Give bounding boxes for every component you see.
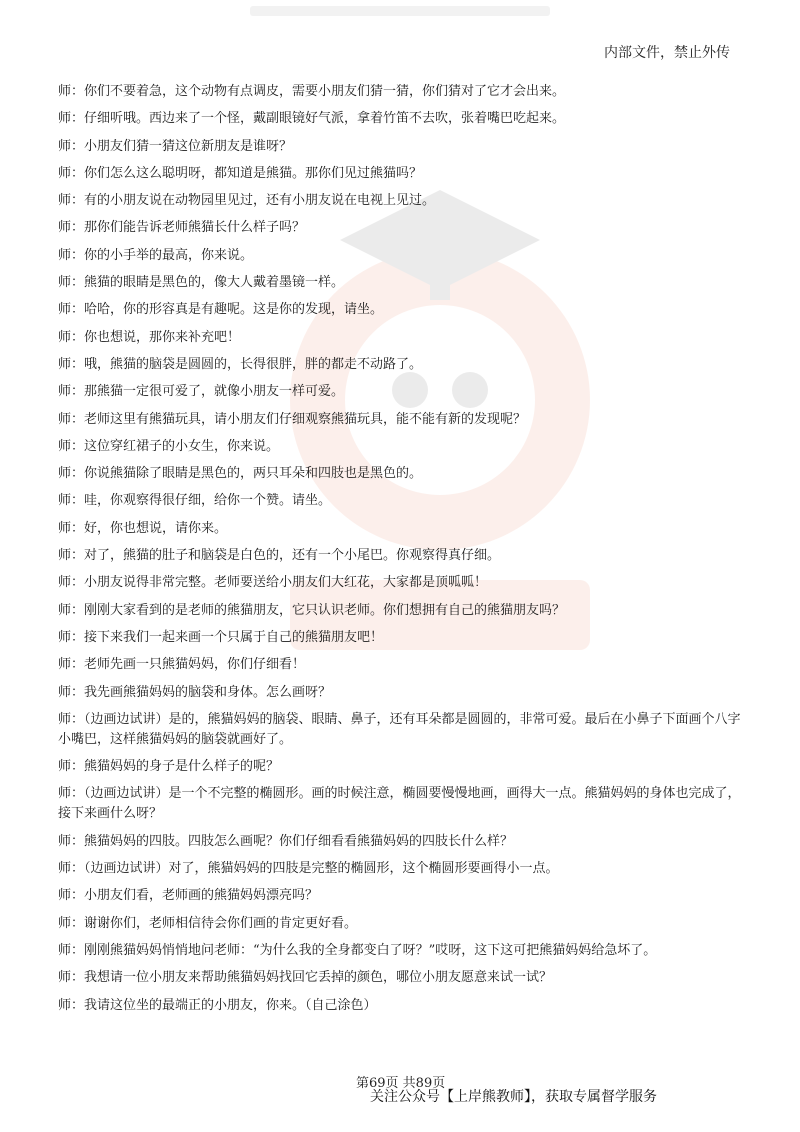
dialogue-line: 师：好，你也想说，请你来。 bbox=[58, 520, 228, 536]
dialogue-line: 师：哇，你观察得很仔细，给你一个赞。请坐。 bbox=[58, 493, 332, 509]
dialogue-line: 师：小朋友们猜一猜这位新朋友是谁呀？ bbox=[58, 138, 293, 154]
dialogue-transcript bbox=[58, 82, 748, 1023]
dialogue-line: 师：这位穿红裙子的小女生，你来说。 bbox=[58, 438, 280, 454]
dialogue-line: 师：老师这里有熊猫玩具，请小朋友们仔细观察熊猫玩具，能不能有新的发现呢？ bbox=[58, 411, 527, 427]
follow-notice: 关注公众号【上岸熊教师】，获取专属督学服务 bbox=[370, 1089, 657, 1105]
dialogue-line: 师：小朋友说得非常完整。老师要送给小朋友们大红花，大家都是顶呱呱！ bbox=[58, 575, 488, 591]
dialogue-line: 师：你说熊猫除了眼睛是黑色的，两只耳朵和四肢也是黑色的。 bbox=[58, 466, 423, 482]
dialogue-line: 师：仔细听哦。西边来了一个怪，戴副眼镜好气派，拿着竹笛不去吹，张着嘴巴吃起来。 bbox=[58, 111, 566, 127]
dialogue-line: 师：熊猫妈妈的四肢。四肢怎么画呢？你们仔细看看熊猫妈妈的四肢长什么样？ bbox=[58, 833, 514, 849]
dialogue-line: 师：哈哈，你的形容真是有趣呢。这是你的发现，请坐。 bbox=[58, 302, 384, 318]
dialogue-line: 师：你们怎么这么聪明呀，都知道是熊猫。那你们见过熊猫吗？ bbox=[58, 165, 423, 181]
dialogue-line: 师：（边画边试讲）是的，熊猫妈妈的脑袋、眼睛、鼻子，还有耳朵都是圆圆的，非常可爱。最后在小鼻子下面画个八字小嘴巴，这样熊猫妈妈的脑袋就画好了。 bbox=[58, 711, 741, 747]
dialogue-line: 师：刚刚熊猫妈妈悄悄地问老师：“为什么我的全身都变白了呀？”哎呀，这下这可把熊猫妈妈给急坏了。 bbox=[58, 942, 657, 958]
dialogue-line: 师：我请这位坐的最端正的小朋友，你来。（自己涂色） bbox=[58, 997, 377, 1013]
dialogue-line: 师：老师先画一只熊猫妈妈，你们仔细看！ bbox=[58, 657, 306, 673]
dialogue-line: 师：那你们能告诉老师熊猫长什么样子吗？ bbox=[58, 220, 306, 236]
dialogue-line: 师：那熊猫一定很可爱了，就像小朋友一样可爱。 bbox=[58, 384, 345, 400]
dialogue-line: 师：你也想说，那你来补充吧！ bbox=[58, 329, 241, 345]
dialogue-line: 师：熊猫的眼睛是黑色的，像大人戴着墨镜一样。 bbox=[58, 275, 345, 291]
dialogue-line: 师：谢谢你们，老师相信待会你们画的肯定更好看。 bbox=[58, 915, 358, 931]
faded-header-text bbox=[250, 6, 550, 16]
dialogue-line: 师：对了，熊猫的肚子和脑袋是白色的，还有一个小尾巴。你观察得真仔细。 bbox=[58, 548, 501, 564]
dialogue-line: 师：哦，熊猫的脑袋是圆圆的，长得很胖，胖的都走不动路了。 bbox=[58, 356, 423, 372]
dialogue-line: 师：接下来我们一起来画一个只属于自己的熊猫朋友吧！ bbox=[58, 629, 384, 645]
dialogue-line: 师：熊猫妈妈的身子是什么样子的呢？ bbox=[58, 759, 280, 775]
dialogue-line: 师：刚刚大家看到的是老师的熊猫朋友，它只认识老师。你们想拥有自己的熊猫朋友吗？ bbox=[58, 602, 566, 618]
dialogue-line: 师：你的小手举的最高，你来说。 bbox=[58, 247, 254, 263]
dialogue-line: 师：（边画边试讲）对了，熊猫妈妈的四肢是完整的椭圆形，这个椭圆形要画得小一点。 bbox=[58, 861, 559, 877]
dialogue-line: 师：（边画边试讲）是一个不完整的椭圆形。画的时候注意，椭圆要慢慢地画，画得大一点。熊猫妈妈的身体也完成了，接下来画什么呀？ bbox=[58, 786, 741, 822]
internal-notice: 内部文件，禁止外传 bbox=[604, 45, 730, 61]
page-number: 第69页 共89页 bbox=[356, 1076, 446, 1091]
dialogue-line: 师：小朋友们看，老师画的熊猫妈妈漂亮吗？ bbox=[58, 888, 319, 904]
dialogue-line: 师：我先画熊猫妈妈的脑袋和身体。怎么画呀？ bbox=[58, 684, 332, 700]
dialogue-line: 师：我想请一位小朋友来帮助熊猫妈妈找回它丢掉的颜色，哪位小朋友愿意来试一试？ bbox=[58, 970, 553, 986]
dialogue-line: 师：你们不要着急，这个动物有点调皮，需要小朋友们猜一猜，你们猜对了它才会出来。 bbox=[58, 84, 566, 99]
dialogue-line: 师：有的小朋友说在动物园里见过，还有小朋友说在电视上见过。 bbox=[58, 193, 436, 209]
